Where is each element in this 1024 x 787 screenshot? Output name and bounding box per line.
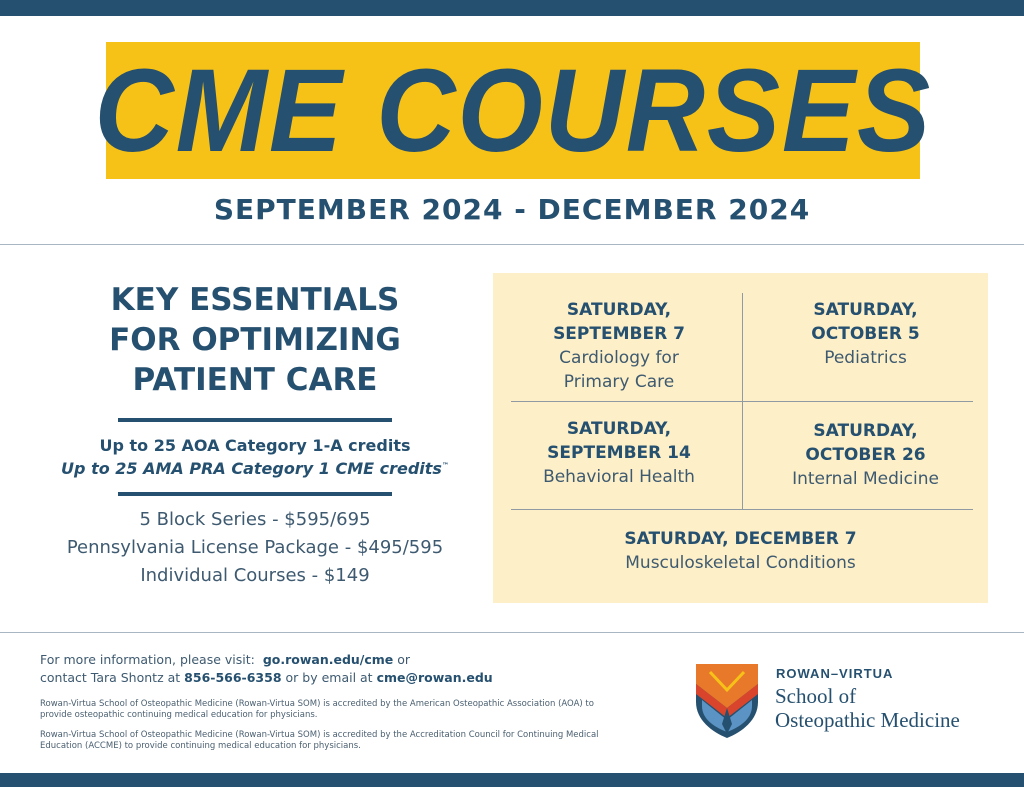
accreditation-aoa: Rowan-Virtua School of Osteopathic Medicine (Rowan-Virtua SOM) is accredited by the American Osteopathic Association (AOA) to provide osteopathic continuing medical education for physicians. bbox=[40, 699, 594, 720]
pricing-item: 5 Block Series - $595/695 bbox=[139, 509, 371, 530]
schedule-horizontal-divider bbox=[511, 401, 973, 402]
schedule-horizontal-divider bbox=[511, 509, 973, 510]
top-border-bar bbox=[0, 0, 1024, 16]
course-date: SATURDAY, DECEMBER 7 bbox=[624, 529, 857, 549]
course-date: SEPTEMBER 7 bbox=[553, 324, 685, 344]
schedule-item bbox=[493, 298, 745, 394]
schedule-item bbox=[743, 419, 988, 491]
schedule-item bbox=[743, 298, 988, 370]
course-date: SEPTEMBER 14 bbox=[547, 443, 691, 463]
course-topic: Primary Care bbox=[563, 372, 675, 392]
phone-link[interactable]: 856-566-6358 bbox=[184, 670, 282, 685]
pricing-item: Individual Courses - $149 bbox=[140, 565, 370, 586]
program-title-line: PATIENT CARE bbox=[132, 362, 378, 398]
org-name-line: School of bbox=[775, 684, 857, 708]
credits-divider bbox=[118, 492, 392, 496]
program-title-line: KEY ESSENTIALS bbox=[110, 282, 400, 318]
course-topic: Musculoskeletal Conditions bbox=[625, 553, 856, 573]
bottom-border-bar bbox=[0, 773, 1024, 787]
trademark-mark: ™ bbox=[441, 461, 449, 470]
contact-info bbox=[40, 651, 600, 752]
header-banner bbox=[94, 42, 932, 179]
course-schedule bbox=[493, 273, 988, 603]
website-link[interactable]: go.rowan.edu/cme bbox=[262, 652, 394, 667]
course-topic: Behavioral Health bbox=[543, 467, 695, 487]
course-date: OCTOBER 26 bbox=[805, 445, 926, 465]
contact-prefix: contact Tara Shontz at bbox=[40, 670, 181, 685]
course-date: SATURDAY, bbox=[813, 421, 918, 441]
visit-prefix: For more information, please visit: bbox=[40, 652, 255, 667]
email-link[interactable]: cme@rowan.edu bbox=[376, 670, 493, 685]
course-date: SATURDAY, bbox=[566, 300, 672, 320]
title-divider bbox=[118, 418, 392, 422]
org-name-line: Osteopathic Medicine bbox=[775, 708, 960, 732]
program-info bbox=[20, 280, 490, 590]
course-topic: Pediatrics bbox=[824, 348, 907, 368]
org-name bbox=[775, 684, 960, 732]
pricing-list bbox=[20, 506, 490, 590]
credit-aoa: Up to 25 AOA Category 1-A credits bbox=[99, 436, 411, 455]
rowan-virtua-shield-logo-icon bbox=[696, 664, 758, 738]
pricing-item: Pennsylvania License Package - $495/595 bbox=[66, 537, 444, 558]
course-topic: Internal Medicine bbox=[792, 469, 939, 489]
program-title-line: FOR OPTIMIZING bbox=[109, 322, 401, 358]
course-date: SATURDAY, bbox=[813, 300, 918, 320]
email-prefix: or by email at bbox=[285, 670, 373, 685]
contact-line bbox=[40, 669, 600, 687]
visit-line bbox=[40, 651, 600, 669]
schedule-item bbox=[493, 527, 988, 575]
date-range: SEPTEMBER 2024 - DECEMBER 2024 bbox=[213, 193, 811, 226]
program-title bbox=[20, 280, 490, 400]
credit-ama-text: Up to 25 AMA PRA Category 1 CME credits bbox=[61, 459, 442, 478]
course-topic: Cardiology for bbox=[559, 348, 679, 368]
page-title: CME COURSES bbox=[94, 44, 932, 177]
credit-ama bbox=[20, 459, 490, 478]
section-divider-bottom bbox=[0, 632, 1024, 633]
accreditation-accme: Rowan-Virtua School of Osteopathic Medicine (Rowan-Virtua SOM) is accredited by the Accreditation Council for Continuing Medical Education (ACCME) to provide continuing medical education for physicians. bbox=[40, 730, 599, 751]
org-small-name: ROWAN–VIRTUA bbox=[776, 666, 894, 681]
course-date: SATURDAY, bbox=[566, 419, 672, 439]
course-date: OCTOBER 5 bbox=[811, 324, 920, 344]
section-divider-top bbox=[0, 244, 1024, 245]
visit-suffix: or bbox=[397, 652, 411, 667]
schedule-item bbox=[493, 417, 745, 489]
